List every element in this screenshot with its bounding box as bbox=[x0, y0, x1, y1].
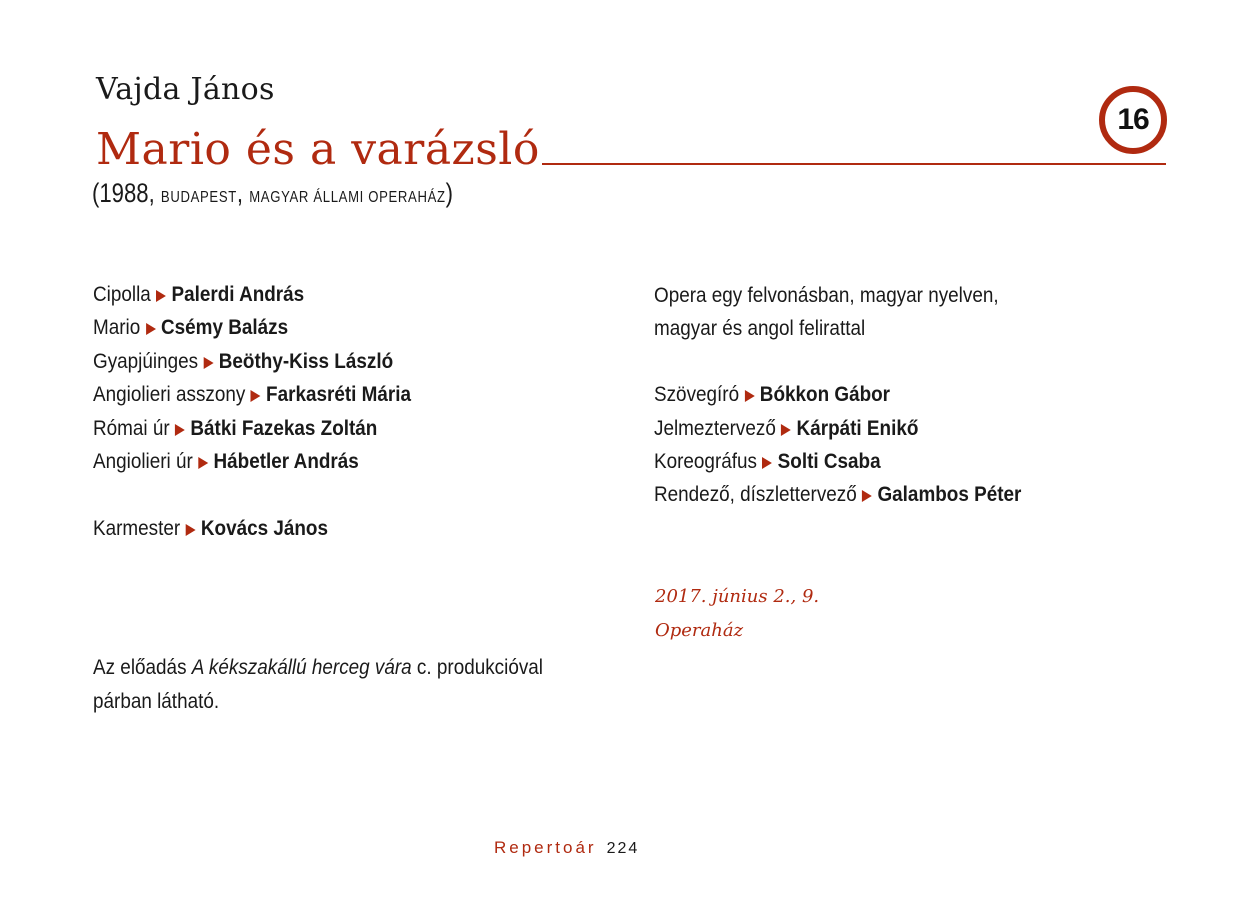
arrow-right-icon bbox=[762, 457, 772, 469]
conductor-row bbox=[93, 517, 328, 541]
cast-role: Cipolla bbox=[93, 283, 151, 306]
cast-name: Csémy Balázs bbox=[160, 316, 289, 339]
cast-name: Palerdi András bbox=[171, 283, 305, 306]
cast-name: Hábetler András bbox=[213, 450, 359, 473]
creator-name: Bókkon Gábor bbox=[759, 383, 891, 406]
creator-name: Solti Csaba bbox=[777, 450, 881, 473]
conductor-role: Karmester bbox=[93, 517, 181, 540]
note-text: Az előadás bbox=[93, 656, 192, 679]
arrow-right-icon bbox=[186, 524, 196, 536]
cast-row bbox=[93, 383, 411, 407]
footer-section: Repertoár bbox=[494, 838, 597, 857]
performance-venue: Operaház bbox=[655, 620, 744, 641]
title-rule bbox=[542, 163, 1166, 165]
cast-role: Mario bbox=[93, 316, 141, 339]
cast-role: Római úr bbox=[93, 417, 170, 440]
creator-name: Kárpáti Enikő bbox=[796, 417, 919, 440]
creator-role: Jelmeztervező bbox=[654, 417, 776, 440]
creator-row bbox=[654, 450, 881, 474]
performance-dates: 2017. június 2., 9. bbox=[655, 586, 820, 607]
arrow-right-icon bbox=[198, 457, 208, 469]
arrow-right-icon bbox=[156, 290, 166, 302]
creator-row bbox=[654, 483, 1021, 507]
conductor-name: Kovács János bbox=[200, 517, 328, 540]
description-line: magyar és angol felirattal bbox=[654, 317, 866, 340]
note-production-title: A kékszakállú herceg vára bbox=[191, 656, 412, 679]
creator-role: Szövegíró bbox=[654, 383, 740, 406]
cast-name: Bátki Fazekas Zoltán bbox=[190, 417, 378, 440]
cast-row bbox=[93, 283, 304, 307]
cast-row bbox=[93, 450, 359, 474]
cast-name: Farkasréti Mária bbox=[266, 383, 412, 406]
creator-name: Galambos Péter bbox=[877, 483, 1022, 506]
arrow-right-icon bbox=[203, 357, 213, 369]
production-subtitle bbox=[92, 178, 453, 209]
subtitle-sep: , bbox=[236, 178, 250, 208]
creator-row bbox=[654, 383, 890, 407]
arrow-right-icon bbox=[862, 490, 872, 502]
subtitle-venue: MAGYAR ÁLLAMI OPERAHÁZ bbox=[249, 189, 446, 206]
creator-row bbox=[654, 417, 918, 441]
subtitle-close: ) bbox=[445, 178, 454, 208]
production-title: Mario és a varázsló bbox=[96, 124, 540, 175]
creator-role: Koreográfus bbox=[654, 450, 757, 473]
cast-row bbox=[93, 417, 377, 441]
pairing-note bbox=[93, 651, 561, 719]
age-rating-badge bbox=[1099, 86, 1167, 154]
cast-name: Beöthy-Kiss László bbox=[218, 350, 394, 373]
description-line: Opera egy felvonásban, magyar nyelven, bbox=[654, 284, 999, 307]
subtitle-city: BUDAPEST bbox=[160, 189, 237, 206]
page-footer bbox=[494, 838, 639, 858]
cast-role: Angiolieri asszony bbox=[93, 383, 246, 406]
arrow-right-icon bbox=[745, 390, 755, 402]
arrow-right-icon bbox=[781, 424, 791, 436]
cast-role: Gyapjúinges bbox=[93, 350, 199, 373]
arrow-right-icon bbox=[146, 323, 156, 335]
page-number: 224 bbox=[606, 840, 640, 857]
age-rating-value: 16 bbox=[1117, 103, 1149, 136]
note-text: c. produkcióval párban látható. bbox=[93, 656, 543, 713]
arrow-right-icon bbox=[251, 390, 261, 402]
creator-role: Rendező, díszlettervező bbox=[654, 483, 857, 506]
cast-role: Angiolieri úr bbox=[93, 450, 193, 473]
cast-row bbox=[93, 316, 288, 340]
composer-name: Vajda János bbox=[96, 72, 275, 107]
arrow-right-icon bbox=[175, 424, 185, 436]
subtitle-open: (1988, bbox=[92, 178, 161, 208]
cast-row bbox=[93, 350, 393, 374]
